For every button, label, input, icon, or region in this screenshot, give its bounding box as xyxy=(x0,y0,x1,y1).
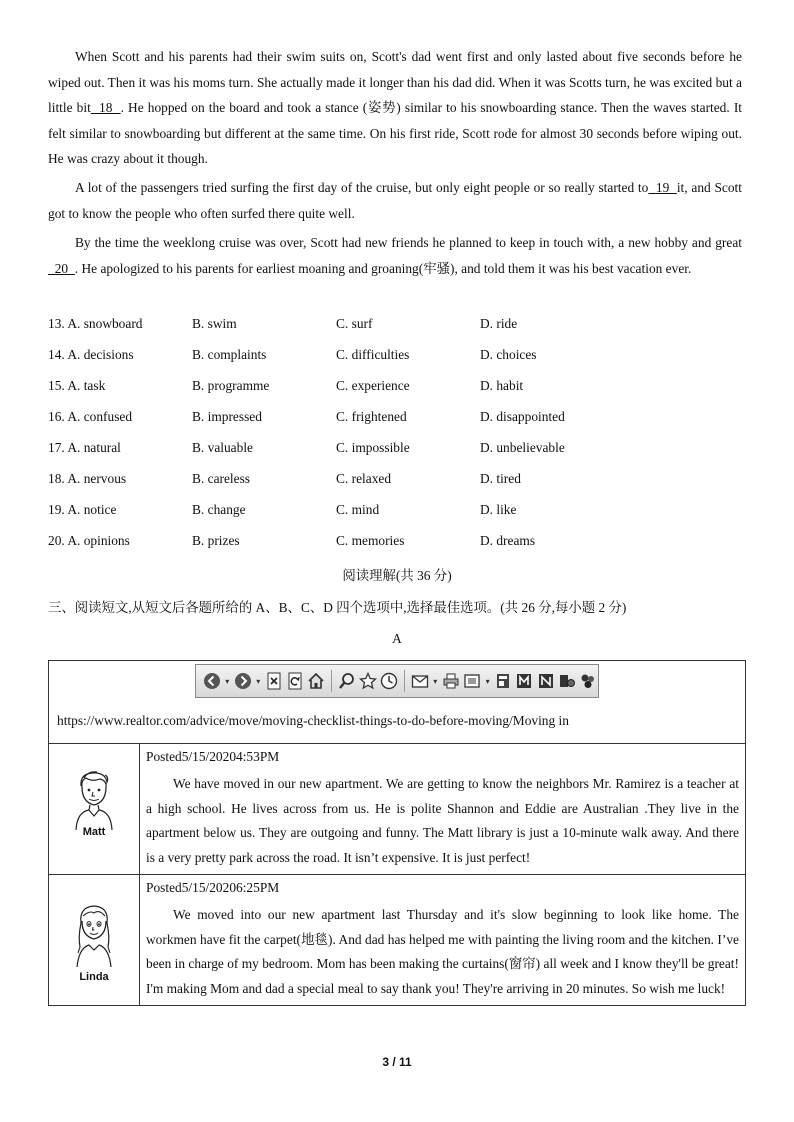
section-title: 阅读理解(共 36 分) xyxy=(342,568,452,583)
option-b: B. complaints xyxy=(192,347,267,362)
option-d: D. like xyxy=(480,502,517,517)
option-a: 14. A. decisions xyxy=(48,347,134,362)
avatar xyxy=(72,768,116,830)
research-icon[interactable] xyxy=(515,670,534,692)
option-a: 15. A. task xyxy=(48,378,106,393)
option-a: 16. A. confused xyxy=(48,409,133,424)
paragraph-text: it, and Scott got to know the people who often surfed there quite well. xyxy=(48,180,742,221)
chevron-down-icon[interactable]: ▾ xyxy=(256,676,261,686)
browser-toolbar xyxy=(195,664,599,698)
option-a: 19. A. notice xyxy=(48,502,117,517)
passage-paragraph-3 xyxy=(48,230,742,281)
option-a: 20. A. opinions xyxy=(48,533,130,548)
paragraph-text: . He hopped on the board and took a stance (姿势) similar to his snowboarding stance. Then the waves started. It felt similar to snowboarding but different at the same time. On his first ride, Scott rode for almost 30 seconds before wiping out. He was crazy about it though. xyxy=(48,100,743,166)
option-d: D. habit xyxy=(480,378,524,393)
post-linda xyxy=(140,875,746,1006)
paragraph-text: A lot of the passengers tried surfing the first day of the cruise, but only eight people or so really started to xyxy=(75,180,649,195)
option-a: 18. A. nervous xyxy=(48,471,127,486)
option-d: D. tired xyxy=(480,471,521,486)
post-timestamp: Posted5/15/20204:53PM xyxy=(146,749,280,764)
post-body: We moved into our new apartment last Thursday and it's slow beginning to look like home. The workmen have fit the carpet(地毯). And dad has helped me with painting the living room and the kitchen. I’ve been in charge of my bedroom. Mom has been making the curtains(窗帘) all week and I know they'll be great! I'm making Mom and dad a special meal to say thank you! They're arriving in 20 minutes. So wish me luck! xyxy=(146,907,739,996)
option-b: B. programme xyxy=(192,378,270,393)
back-icon[interactable] xyxy=(202,670,221,692)
question-18-options xyxy=(48,471,742,491)
option-c: C. impossible xyxy=(336,440,410,455)
option-d: D. disappointed xyxy=(480,409,565,424)
passage-paragraph-1 xyxy=(48,44,742,172)
question-13-options xyxy=(48,316,742,336)
blog-table xyxy=(48,660,746,1006)
chevron-down-icon[interactable]: ▾ xyxy=(433,676,438,686)
option-d: D. dreams xyxy=(480,533,536,548)
option-c: C. memories xyxy=(336,533,405,548)
post-body: We have moved in our new apartment. We are getting to know the neighbors Mr. Ramirez is a teacher at a high school. He lives across from us. He is polite Shannon and Eddie are Australian .They live in the apartment below us. They are outgoing and funny. The Matt library is just a 10-minute walk away. And there is a very pretty park across the road. It isn’t expensive. It is just perfect! xyxy=(146,776,739,865)
chevron-down-icon[interactable]: ▾ xyxy=(485,676,490,686)
paragraph-text: . He apologized to his parents for earliest moaning and groaning(牢骚), and told them it was his best vacation ever. xyxy=(74,260,692,276)
question-15-options xyxy=(48,378,742,398)
post-author-matt xyxy=(49,744,140,875)
history-icon[interactable] xyxy=(380,670,399,692)
author-name: Linda xyxy=(79,971,109,983)
option-d: D. choices xyxy=(480,347,537,362)
author-name: Matt xyxy=(82,826,106,838)
messenger-icon[interactable] xyxy=(536,670,555,692)
chevron-down-icon[interactable]: ▾ xyxy=(225,676,230,686)
option-b: B. prizes xyxy=(192,533,240,548)
question-20-options xyxy=(48,533,742,553)
paragraph-text: When Scott and his parents had their swim suits on, Scott's dad went first and only lasted about five seconds before he wiped out. Then it was his moms turn. She actually made it longer than his dad did. When it was Scotts turn, he was excited but a little bit xyxy=(48,49,742,115)
option-d: D. unbelievable xyxy=(480,440,565,455)
avatar xyxy=(72,901,116,967)
tools-icon[interactable] xyxy=(579,670,598,692)
blank-20: 20 xyxy=(48,260,75,276)
post-timestamp: Posted5/15/20206:25PM xyxy=(146,880,280,895)
option-c: C. surf xyxy=(336,316,373,331)
question-16-options xyxy=(48,409,742,429)
option-b: B. impressed xyxy=(192,409,262,424)
edit-icon[interactable] xyxy=(462,670,481,692)
home-icon[interactable] xyxy=(307,670,326,692)
option-c: C. difficulties xyxy=(336,347,410,362)
toolbar-divider xyxy=(404,670,405,692)
media-icon[interactable] xyxy=(557,670,576,692)
post-matt xyxy=(140,744,746,875)
refresh-icon[interactable] xyxy=(285,670,304,692)
post-author-linda xyxy=(49,875,140,1006)
question-14-options xyxy=(48,347,742,367)
blank-18: 18 xyxy=(90,100,121,115)
option-b: B. change xyxy=(192,502,246,517)
question-19-options xyxy=(48,502,742,522)
option-b: B. valuable xyxy=(192,440,253,455)
search-icon[interactable] xyxy=(337,670,356,692)
option-c: C. relaxed xyxy=(336,471,392,486)
option-a: 17. A. natural xyxy=(48,440,121,455)
print-icon[interactable] xyxy=(441,670,460,692)
forward-icon[interactable] xyxy=(233,670,252,692)
favorites-icon[interactable] xyxy=(358,670,377,692)
stop-icon[interactable] xyxy=(264,670,283,692)
section-instructions: 三、阅读短文,从短文后各题所给的 A、B、C、D 四个选项中,选择最佳选项。(共 26 分,每小题 2 分) xyxy=(48,600,627,615)
browser-header xyxy=(49,661,746,744)
section-letter: A xyxy=(392,631,402,646)
question-17-options xyxy=(48,440,742,460)
option-c: C. mind xyxy=(336,502,380,517)
option-d: D. ride xyxy=(480,316,518,331)
mail-icon[interactable] xyxy=(410,670,429,692)
option-a: 13. A. snowboard xyxy=(48,316,143,331)
paragraph-text: By the time the weeklong cruise was over, Scott had new friends he planned to keep in touch with, a new hobby and great xyxy=(75,235,742,250)
blank-19: 19 xyxy=(648,180,677,195)
address-url[interactable]: https://www.realtor.com/advice/move/moving-checklist-things-to-do-before-moving/Moving in xyxy=(57,713,569,728)
option-b: B. swim xyxy=(192,316,237,331)
option-c: C. frightened xyxy=(336,409,407,424)
toolbar-divider xyxy=(331,670,332,692)
discuss-icon[interactable] xyxy=(493,670,512,692)
passage-paragraph-2 xyxy=(48,175,742,226)
option-b: B. careless xyxy=(192,471,251,486)
page-number: 3 / 11 xyxy=(382,1055,412,1069)
option-c: C. experience xyxy=(336,378,410,393)
